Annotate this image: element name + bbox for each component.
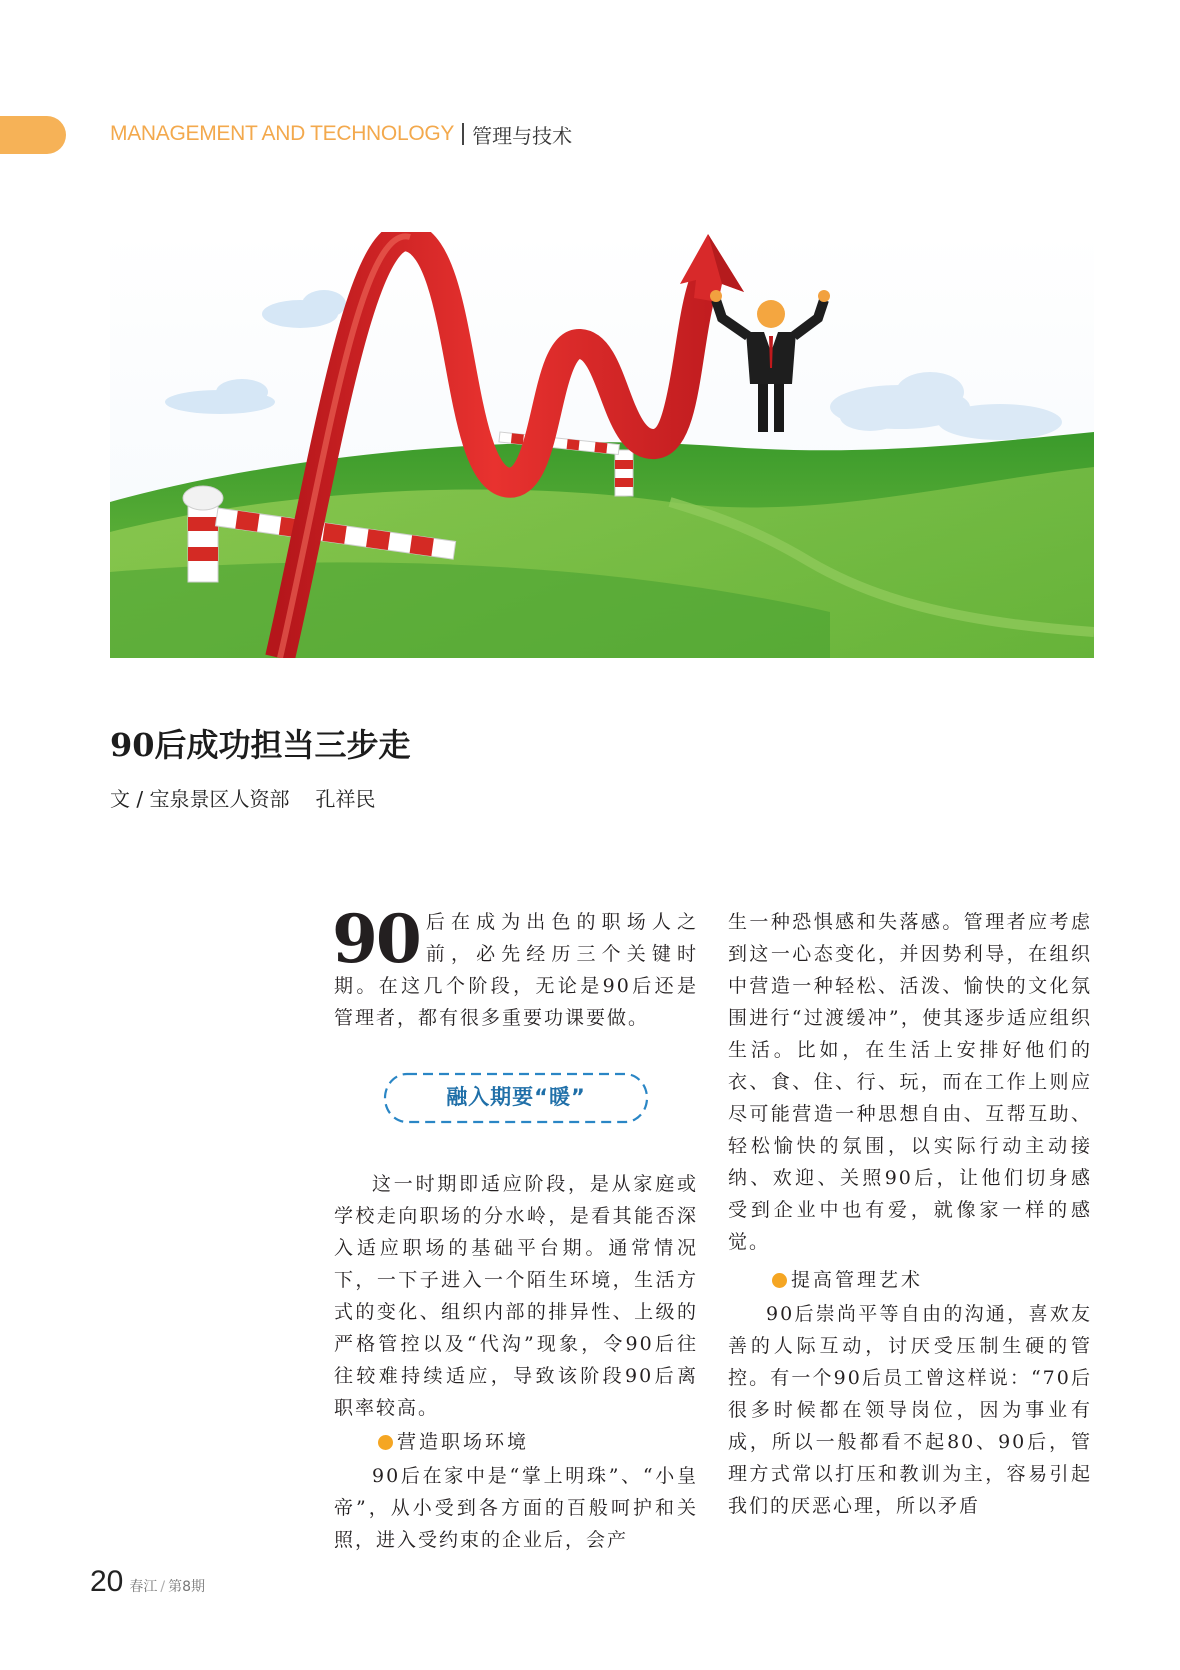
section-banner-text: 融入期要“暖” bbox=[446, 1085, 586, 1109]
footer-divider: / bbox=[160, 1579, 166, 1595]
article-title: 90后成功担当三步走 bbox=[110, 726, 411, 764]
article-column-2 bbox=[728, 906, 1092, 1522]
bullet-dot-icon bbox=[378, 1435, 393, 1450]
subhead-environment: 营造职场环境 bbox=[334, 1426, 698, 1458]
article-byline bbox=[110, 783, 375, 812]
bullet-dot-icon bbox=[772, 1273, 787, 1288]
byline-org: 文 / 宝泉景区人资部 bbox=[110, 787, 290, 811]
environment-paragraph-continued: 生一种恐惧感和失落感。管理者应考虑到这一心态变化，并因势利导，在组织中营造一种轻松、活泼、愉快的文化氛围进行“过渡缓冲”，使其逐步适应组织生活。比如，在生活上安排好他们的衣、食、住、行、玩，而在工作上则应尽可能营造一种思想自由、互帮互助、轻松愉快的氛围，以实际行动主动接纳、欢迎、关照90后，让他们切身感受到企业中也有爱，就像家一样的感觉。 bbox=[728, 911, 1092, 1253]
section-banner bbox=[371, 1068, 661, 1128]
subhead-management-art: 提高管理艺术 bbox=[728, 1264, 1092, 1296]
section-header-en: MANAGEMENT AND TECHNOLOGY bbox=[110, 122, 455, 145]
header-divider bbox=[462, 123, 464, 145]
hero-illustration bbox=[110, 232, 1094, 658]
section-header-cn: 管理与技术 bbox=[472, 123, 573, 148]
drop-cap: 90 bbox=[332, 900, 420, 978]
environment-paragraph: 90后在家中是“掌上明珠”、“小皇帝”，从小受到各方面的百般呵护和关照，进入受约束的企业后，会产 bbox=[334, 1465, 698, 1551]
adapt-paragraph: 这一时期即适应阶段，是从家庭或学校走向职场的分水岭，是看其能否深入适应职场的基础平台期。通常情况下，一下子进入一个陌生环境，生活方式的变化、组织内部的排异性、上级的严格管控以及“代沟”现象，令90后往往较难持续适应，导致该阶段90后离职率较高。 bbox=[334, 1173, 698, 1419]
publication-name: 春江 bbox=[129, 1579, 158, 1595]
section-header bbox=[110, 119, 572, 149]
byline-author: 孔祥民 bbox=[315, 787, 376, 811]
article-column-1 bbox=[332, 900, 698, 1556]
management-art-paragraph: 90后崇尚平等自由的沟通，喜欢友善的人际互动，讨厌受压制生硬的管控。有一个90后员工曾这样说：“70后很多时候都在领导岗位，因为事业有成，所以一般都看不起80、90后，管理方式常以打压和教训为主，容易引起我们的厌恶心理，所以矛盾 bbox=[728, 1303, 1092, 1517]
section-tab-marker bbox=[0, 116, 66, 154]
page-footer bbox=[90, 1565, 205, 1599]
issue-number: 第8期 bbox=[168, 1579, 206, 1595]
page-number: 20 bbox=[90, 1565, 124, 1598]
intro-paragraph: 90 后在成为出色的职场人之前，必先经历三个关键时期。在这几个阶段，无论是90后还是管理者，都有很多重要功课要做。 bbox=[332, 900, 698, 1029]
